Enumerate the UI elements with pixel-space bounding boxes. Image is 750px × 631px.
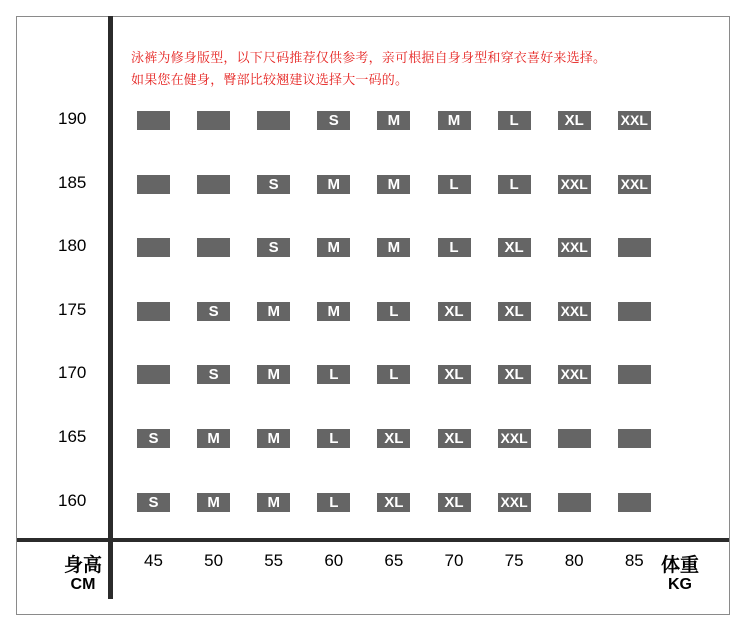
- x-axis-title: 体重: [660, 554, 699, 576]
- size-cell-empty: [197, 238, 230, 257]
- size-cell: M: [377, 111, 410, 130]
- size-cell: L: [438, 175, 471, 194]
- size-cell: M: [257, 429, 290, 448]
- size-cell-empty: [558, 493, 591, 512]
- size-cell-empty: [137, 175, 170, 194]
- x-tick-label: 80: [564, 551, 584, 570]
- size-cell: S: [317, 111, 350, 130]
- size-cell: S: [197, 365, 230, 384]
- x-tick-label: 45: [144, 551, 163, 570]
- y-axis-unit: CM: [70, 576, 96, 593]
- fit-note-line-1: 泳裤为修身版型，以下尺码推荐仅供参考，亲可根据自身身型和穿衣喜好来选择。: [131, 51, 607, 66]
- size-cell: M: [197, 429, 230, 448]
- size-cell: XL: [377, 429, 410, 448]
- size-cell: M: [317, 302, 350, 321]
- x-tick-label: 55: [264, 551, 284, 570]
- size-cell: M: [257, 302, 290, 321]
- size-cell: L: [317, 493, 350, 512]
- size-cell: S: [197, 302, 230, 321]
- size-cell: XXL: [558, 238, 591, 257]
- size-cell: L: [317, 365, 350, 384]
- y-tick-label: 180: [58, 236, 87, 256]
- size-cell: M: [317, 238, 350, 257]
- x-axis-unit: KG: [668, 576, 692, 593]
- size-cell: XL: [438, 302, 471, 321]
- size-cell: M: [257, 493, 290, 512]
- size-cell: L: [438, 238, 471, 257]
- size-cell: XL: [438, 429, 471, 448]
- size-cell: XXL: [498, 429, 531, 448]
- size-cell: XXL: [558, 365, 591, 384]
- y-tick-label: 160: [58, 490, 87, 510]
- size-cell-empty: [558, 429, 591, 448]
- size-cell-empty: [137, 365, 170, 384]
- y-axis-line: [108, 16, 113, 599]
- size-cell-empty: [618, 493, 651, 512]
- x-tick-label: 85: [624, 551, 644, 570]
- size-cell-empty: [618, 365, 651, 384]
- size-cell: L: [377, 365, 410, 384]
- size-cell-empty: [137, 238, 170, 257]
- size-cell: L: [317, 429, 350, 448]
- size-cell-empty: [257, 111, 290, 130]
- size-cell: XXL: [618, 111, 651, 130]
- size-cell: M: [438, 111, 471, 130]
- size-cell: M: [377, 175, 410, 194]
- x-tick-label: 75: [504, 551, 524, 570]
- x-tick-label: 70: [444, 551, 464, 570]
- x-axis-line: [17, 538, 729, 542]
- size-cell-empty: [197, 175, 230, 194]
- size-cell: S: [137, 429, 170, 448]
- size-cell: XXL: [558, 175, 591, 194]
- x-tick-label: 60: [324, 551, 344, 570]
- size-cell: XL: [498, 365, 531, 384]
- size-cell: L: [498, 175, 531, 194]
- size-cell: S: [137, 493, 170, 512]
- size-cell: XXL: [558, 302, 591, 321]
- size-cell: S: [257, 175, 290, 194]
- size-cell: L: [377, 302, 410, 321]
- y-tick-label: 175: [58, 299, 87, 319]
- size-cell: XL: [498, 238, 531, 257]
- size-cell: XXL: [618, 175, 651, 194]
- size-cell: M: [377, 238, 410, 257]
- size-cell: S: [257, 238, 290, 257]
- x-tick-label: 50: [204, 551, 224, 570]
- size-cell: XL: [438, 493, 471, 512]
- x-tick-label: 65: [384, 551, 404, 570]
- size-cell-empty: [618, 238, 651, 257]
- size-cell-empty: [137, 302, 170, 321]
- size-cell: L: [498, 111, 531, 130]
- y-tick-label: 185: [58, 172, 87, 192]
- size-cell-empty: [197, 111, 230, 130]
- size-cell-empty: [618, 429, 651, 448]
- size-cell: XXL: [498, 493, 531, 512]
- size-cell: XL: [498, 302, 531, 321]
- y-tick-label: 170: [58, 363, 87, 383]
- size-cell: XL: [558, 111, 591, 130]
- y-tick-label: 190: [58, 109, 87, 128]
- size-cell: M: [197, 493, 230, 512]
- y-tick-label: 165: [58, 427, 87, 446]
- size-cell: XL: [438, 365, 471, 384]
- fit-note-line-2: 如果您在健身，臀部比较翘建议选择大一码的。: [131, 73, 409, 88]
- y-axis-title: 身高: [63, 554, 102, 576]
- size-cell: XL: [377, 493, 410, 512]
- size-cell-empty: [137, 111, 170, 130]
- size-cell: M: [317, 175, 350, 194]
- size-cell-empty: [618, 302, 651, 321]
- size-cell: M: [257, 365, 290, 384]
